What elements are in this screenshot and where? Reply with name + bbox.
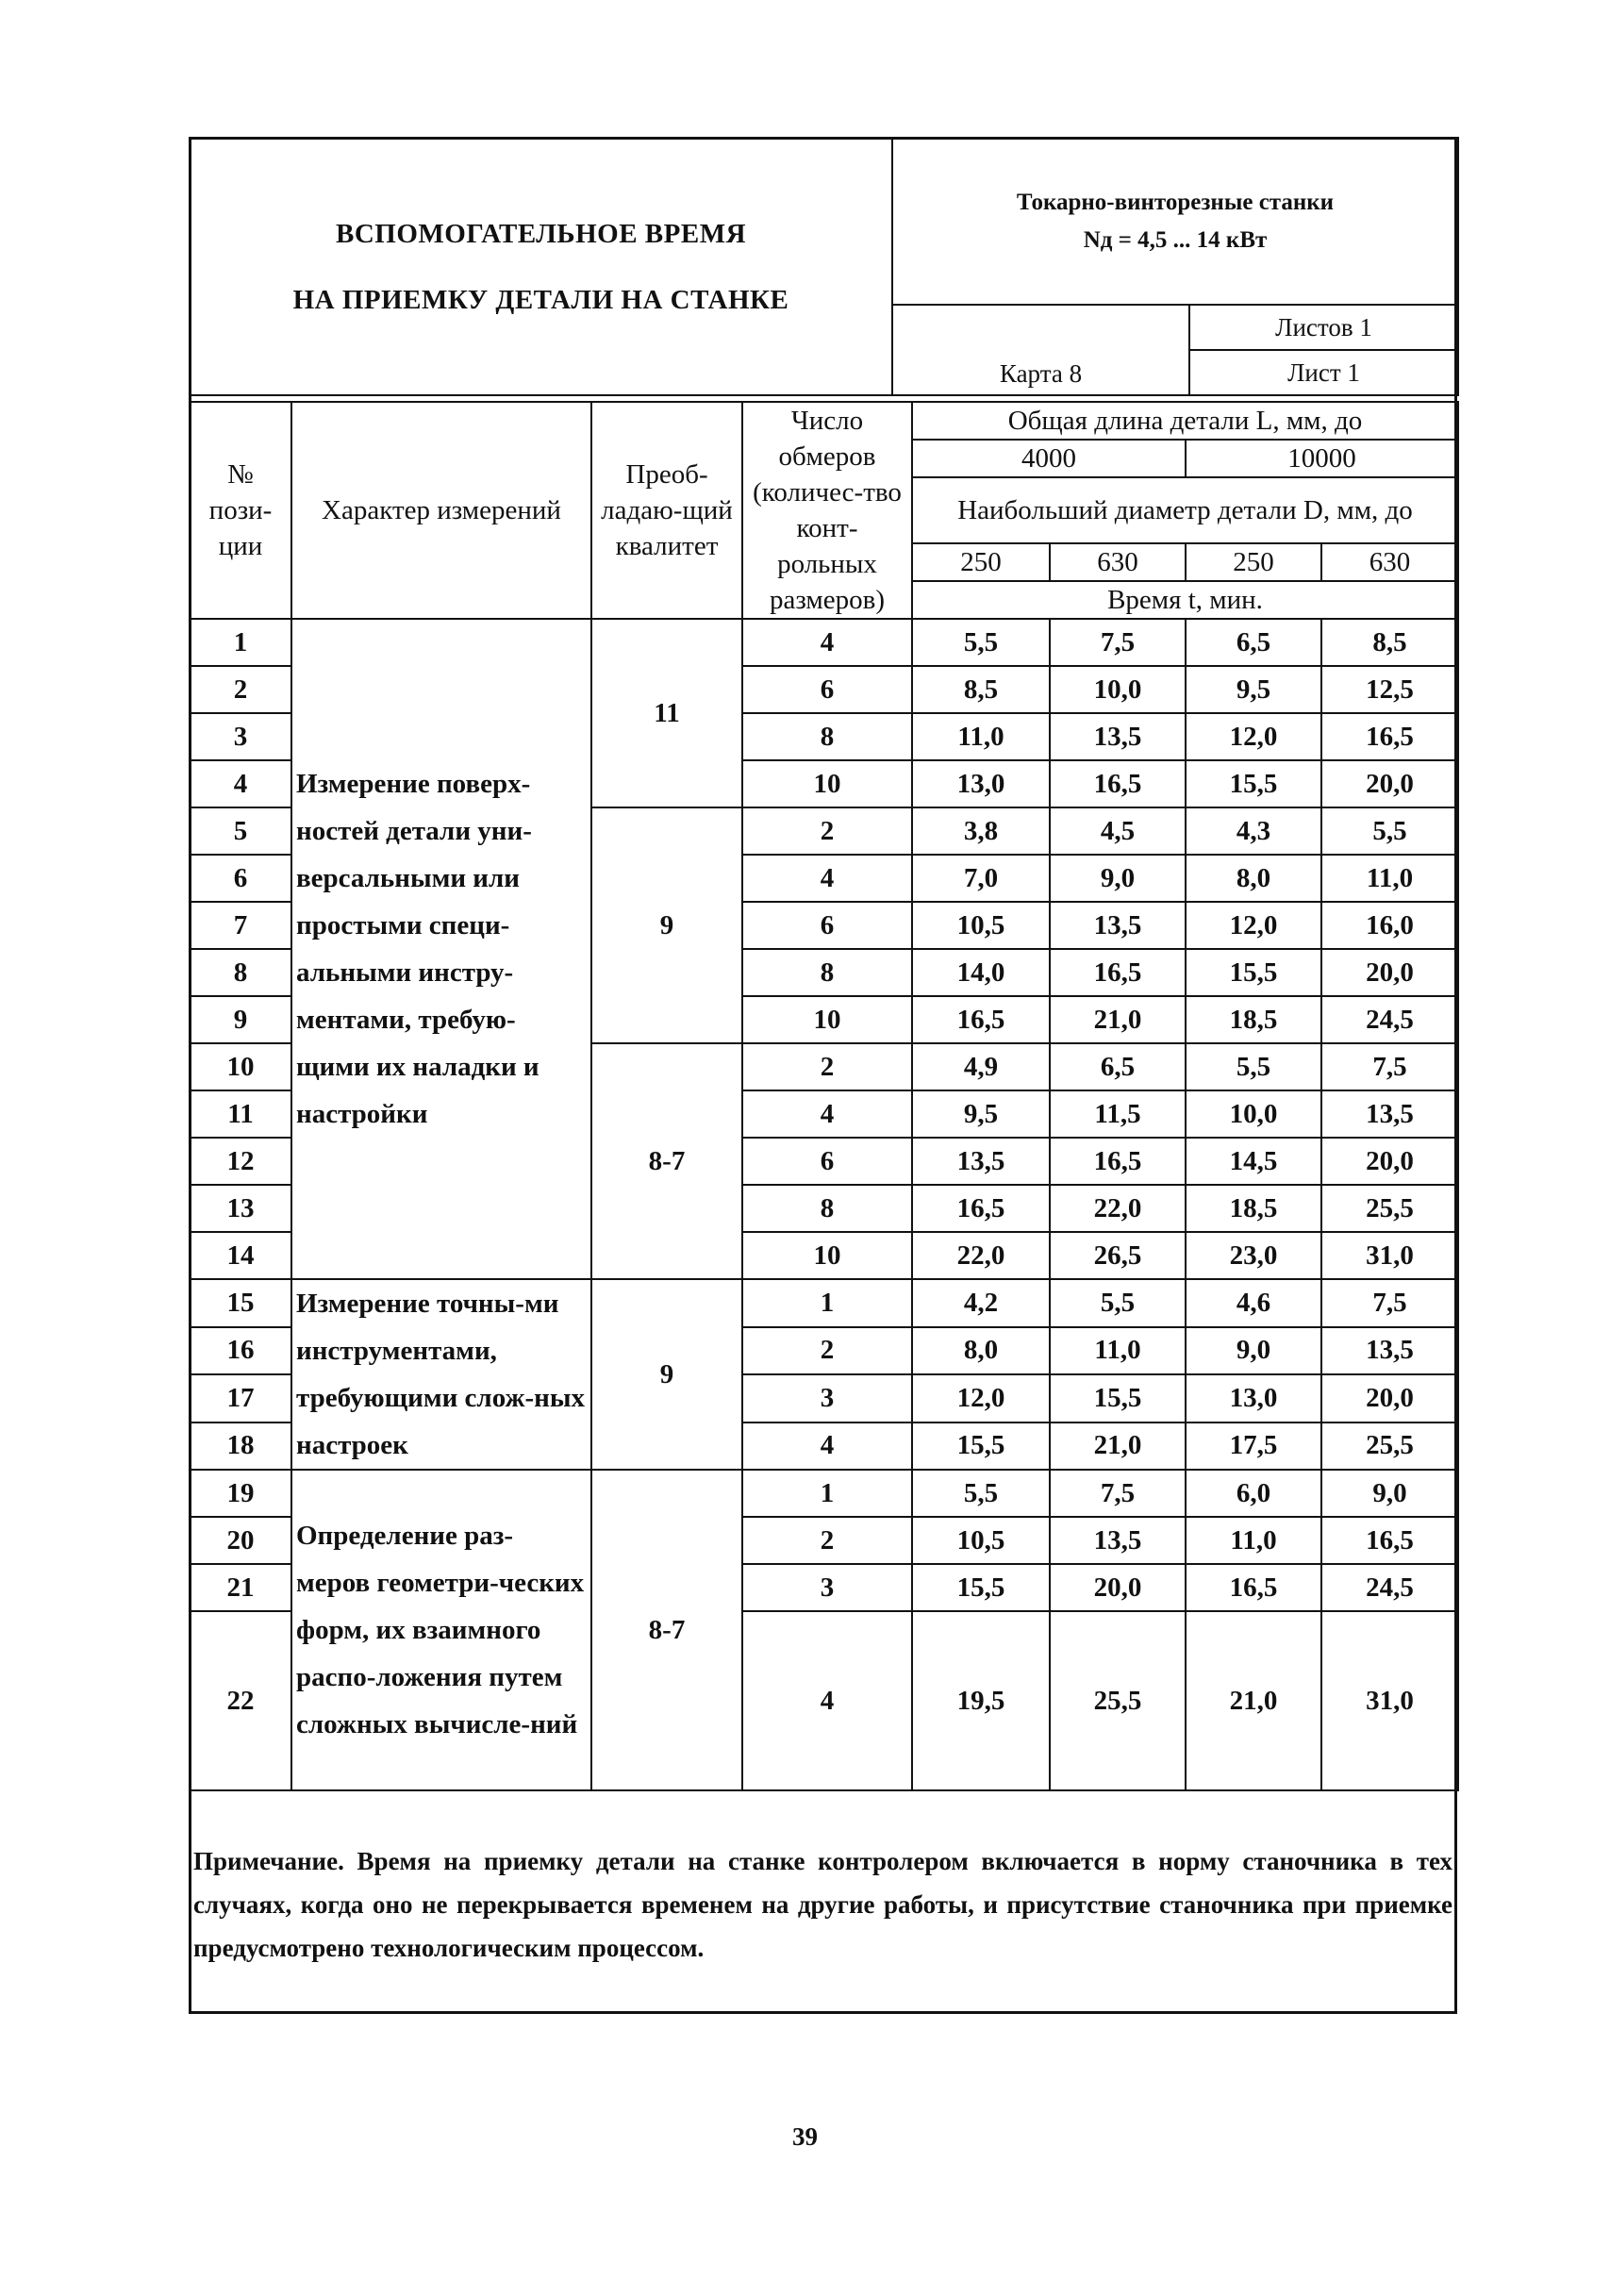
time-cell: 20,0 (1321, 949, 1458, 996)
count-cell: 1 (742, 1279, 912, 1327)
sheets-total: Листов 1 (1189, 305, 1458, 350)
time-cell: 7,5 (1050, 1470, 1186, 1517)
time-table (189, 401, 1459, 1791)
document-title (190, 138, 892, 395)
position-cell: 20 (190, 1517, 291, 1564)
time-cell: 18,5 (1186, 996, 1321, 1043)
time-cell: 23,0 (1186, 1232, 1321, 1279)
time-cell: 8,5 (912, 666, 1050, 713)
position-cell: 3 (190, 713, 291, 760)
col-count: Число обмеров (количес-тво конт-рольных размеров) (742, 402, 912, 619)
time-cell: 16,5 (912, 996, 1050, 1043)
time-cell: 12,0 (1186, 902, 1321, 949)
table-row (190, 1279, 1458, 1327)
diameter-250-b: 250 (1186, 543, 1321, 581)
position-cell: 12 (190, 1138, 291, 1185)
position-cell: 7 (190, 902, 291, 949)
time-cell: 22,0 (912, 1232, 1050, 1279)
count-cell: 2 (742, 1327, 912, 1375)
time-cell: 9,0 (1050, 855, 1186, 902)
count-cell: 10 (742, 1232, 912, 1279)
note-text: Примечание. Время на приемку детали на станке контролером включается в норму станочника в тех случаях, когда оно не перекрывается временем на другие работы, и присутствие станочника при приемке предусмотрено технологическим процессом. (193, 1847, 1452, 1962)
time-cell: 13,5 (1050, 902, 1186, 949)
time-cell: 21,0 (1050, 1423, 1186, 1471)
position-cell: 2 (190, 666, 291, 713)
time-cell: 6,5 (1186, 619, 1321, 666)
position-cell: 16 (190, 1327, 291, 1375)
time-cell: 13,5 (912, 1138, 1050, 1185)
time-cell: 10,0 (1050, 666, 1186, 713)
length-header: Общая длина детали L, мм, до (912, 402, 1458, 440)
quality-cell: 11 (591, 619, 742, 807)
time-cell: 4,6 (1186, 1279, 1321, 1327)
time-cell: 4,3 (1186, 807, 1321, 855)
position-cell: 17 (190, 1374, 291, 1423)
quality-cell: 9 (591, 807, 742, 1043)
count-cell: 6 (742, 902, 912, 949)
time-cell: 10,5 (912, 1517, 1050, 1564)
time-cell: 5,5 (1186, 1043, 1321, 1090)
characteristic-cell: Измерение поверх-ностей детали уни-версальными или простыми специ-альными инстру-ментами, требую-щими их наладки и настройки (291, 619, 591, 1279)
time-cell: 26,5 (1050, 1232, 1186, 1279)
time-cell: 6,5 (1050, 1043, 1186, 1090)
machine-type (892, 138, 1458, 305)
diameter-630-b: 630 (1321, 543, 1458, 581)
time-cell: 13,5 (1321, 1327, 1458, 1375)
time-cell: 12,0 (1186, 713, 1321, 760)
time-cell: 4,2 (912, 1279, 1050, 1327)
position-cell: 8 (190, 949, 291, 996)
time-cell: 25,5 (1050, 1611, 1186, 1790)
position-cell: 10 (190, 1043, 291, 1090)
time-cell: 16,5 (1321, 1517, 1458, 1564)
time-cell: 21,0 (1050, 996, 1186, 1043)
count-cell: 4 (742, 619, 912, 666)
position-cell: 6 (190, 855, 291, 902)
quality-cell: 8-7 (591, 1470, 742, 1790)
length-10000: 10000 (1186, 440, 1458, 477)
count-cell: 1 (742, 1470, 912, 1517)
position-cell: 4 (190, 760, 291, 807)
position-cell: 5 (190, 807, 291, 855)
time-cell: 22,0 (1050, 1185, 1186, 1232)
title-line-2: НА ПРИЕМКУ ДЕТАЛИ НА СТАНКЕ (292, 284, 789, 315)
time-cell: 5,5 (912, 1470, 1050, 1517)
time-cell: 14,5 (1186, 1138, 1321, 1185)
time-cell: 9,5 (912, 1090, 1050, 1138)
position-cell: 13 (190, 1185, 291, 1232)
count-cell: 4 (742, 1090, 912, 1138)
position-cell: 18 (190, 1423, 291, 1471)
time-cell: 16,5 (1050, 760, 1186, 807)
time-cell: 6,0 (1186, 1470, 1321, 1517)
table-row (190, 619, 1458, 666)
page-number: 39 (792, 2122, 818, 2151)
time-cell: 8,5 (1321, 619, 1458, 666)
time-cell: 15,5 (1186, 760, 1321, 807)
count-cell: 4 (742, 1423, 912, 1471)
time-cell: 20,0 (1321, 1374, 1458, 1423)
count-cell: 4 (742, 1611, 912, 1790)
position-cell: 19 (190, 1470, 291, 1517)
time-cell: 5,5 (912, 619, 1050, 666)
time-cell: 18,5 (1186, 1185, 1321, 1232)
col-quality: Преоб-ладаю-щий квалитет (591, 402, 742, 619)
time-cell: 13,5 (1321, 1090, 1458, 1138)
position-cell: 1 (190, 619, 291, 666)
time-cell: 24,5 (1321, 996, 1458, 1043)
machine-line-2: Nд = 4,5 ... 14 кВт (1083, 226, 1268, 253)
time-cell: 9,5 (1186, 666, 1321, 713)
count-cell: 6 (742, 1138, 912, 1185)
time-cell: 25,5 (1321, 1185, 1458, 1232)
time-header: Время t, мин. (912, 581, 1458, 619)
time-cell: 9,0 (1321, 1470, 1458, 1517)
count-cell: 3 (742, 1564, 912, 1611)
count-cell: 10 (742, 996, 912, 1043)
time-cell: 20,0 (1321, 1138, 1458, 1185)
position-cell: 14 (190, 1232, 291, 1279)
time-cell: 16,5 (1050, 1138, 1186, 1185)
time-cell: 20,0 (1050, 1564, 1186, 1611)
time-cell: 16,5 (1321, 713, 1458, 760)
time-cell: 13,0 (912, 760, 1050, 807)
time-cell: 12,0 (912, 1374, 1050, 1423)
count-cell: 4 (742, 855, 912, 902)
time-cell: 16,0 (1321, 902, 1458, 949)
position-cell: 21 (190, 1564, 291, 1611)
time-cell: 4,9 (912, 1043, 1050, 1090)
time-cell: 13,5 (1050, 713, 1186, 760)
time-cell: 5,5 (1050, 1279, 1186, 1327)
time-cell: 11,0 (912, 713, 1050, 760)
time-cell: 7,5 (1321, 1279, 1458, 1327)
count-cell: 2 (742, 1043, 912, 1090)
time-cell: 16,5 (1186, 1564, 1321, 1611)
time-cell: 13,5 (1050, 1517, 1186, 1564)
col-characteristic: Характер измерений (291, 402, 591, 619)
quality-cell: 9 (591, 1279, 742, 1470)
position-cell: 11 (190, 1090, 291, 1138)
time-cell: 31,0 (1321, 1232, 1458, 1279)
col-position: № пози-ции (190, 402, 291, 619)
time-cell: 13,0 (1186, 1374, 1321, 1423)
quality-cell: 8-7 (591, 1043, 742, 1279)
time-cell: 10,5 (912, 902, 1050, 949)
position-cell: 15 (190, 1279, 291, 1327)
time-cell: 7,5 (1321, 1043, 1458, 1090)
count-cell: 8 (742, 713, 912, 760)
time-cell: 25,5 (1321, 1423, 1458, 1471)
time-cell: 3,8 (912, 807, 1050, 855)
count-cell: 8 (742, 949, 912, 996)
diameter-630-a: 630 (1050, 543, 1186, 581)
time-cell: 7,0 (912, 855, 1050, 902)
time-cell: 11,0 (1050, 1327, 1186, 1375)
time-cell: 11,0 (1186, 1517, 1321, 1564)
time-cell: 24,5 (1321, 1564, 1458, 1611)
time-cell: 15,5 (1186, 949, 1321, 996)
time-cell: 7,5 (1050, 619, 1186, 666)
position-cell: 9 (190, 996, 291, 1043)
characteristic-cell: Измерение точны-ми инструментами, требующими слож-ных настроек (291, 1279, 591, 1470)
time-cell: 11,0 (1321, 855, 1458, 902)
time-cell: 10,0 (1186, 1090, 1321, 1138)
time-cell: 20,0 (1321, 760, 1458, 807)
time-cell: 11,5 (1050, 1090, 1186, 1138)
length-4000: 4000 (912, 440, 1186, 477)
time-cell: 8,0 (1186, 855, 1321, 902)
table-row (190, 1470, 1458, 1517)
time-cell: 16,5 (912, 1185, 1050, 1232)
time-cell: 9,0 (1186, 1327, 1321, 1375)
card-number: Карта 8 (892, 305, 1189, 395)
time-cell: 12,5 (1321, 666, 1458, 713)
count-cell: 8 (742, 1185, 912, 1232)
count-cell: 2 (742, 807, 912, 855)
characteristic-cell: Определение раз-меров геометри-ческих форм, их взаимного распо-ложения путем сложных вычисле-ний (291, 1470, 591, 1790)
position-cell: 22 (190, 1611, 291, 1790)
header-table (189, 137, 1459, 396)
sheet-number: Лист 1 (1189, 350, 1458, 395)
time-cell: 16,5 (1050, 949, 1186, 996)
count-cell: 6 (742, 666, 912, 713)
count-cell: 2 (742, 1517, 912, 1564)
time-cell: 17,5 (1186, 1423, 1321, 1471)
time-cell: 21,0 (1186, 1611, 1321, 1790)
time-cell: 15,5 (1050, 1374, 1186, 1423)
time-cell: 14,0 (912, 949, 1050, 996)
time-cell: 31,0 (1321, 1611, 1458, 1790)
time-cell: 8,0 (912, 1327, 1050, 1375)
time-cell: 19,5 (912, 1611, 1050, 1790)
count-cell: 10 (742, 760, 912, 807)
time-cell: 5,5 (1321, 807, 1458, 855)
time-cell: 15,5 (912, 1564, 1050, 1611)
title-line-1: ВСПОМОГАТЕЛЬНОЕ ВРЕМЯ (335, 218, 747, 249)
diameter-250-a: 250 (912, 543, 1050, 581)
machine-line-1: Токарно-винторезные станки (1016, 189, 1335, 215)
count-cell: 3 (742, 1374, 912, 1423)
time-cell: 4,5 (1050, 807, 1186, 855)
time-cell: 15,5 (912, 1423, 1050, 1471)
diameter-header: Наибольший диаметр детали D, мм, до (912, 477, 1458, 543)
